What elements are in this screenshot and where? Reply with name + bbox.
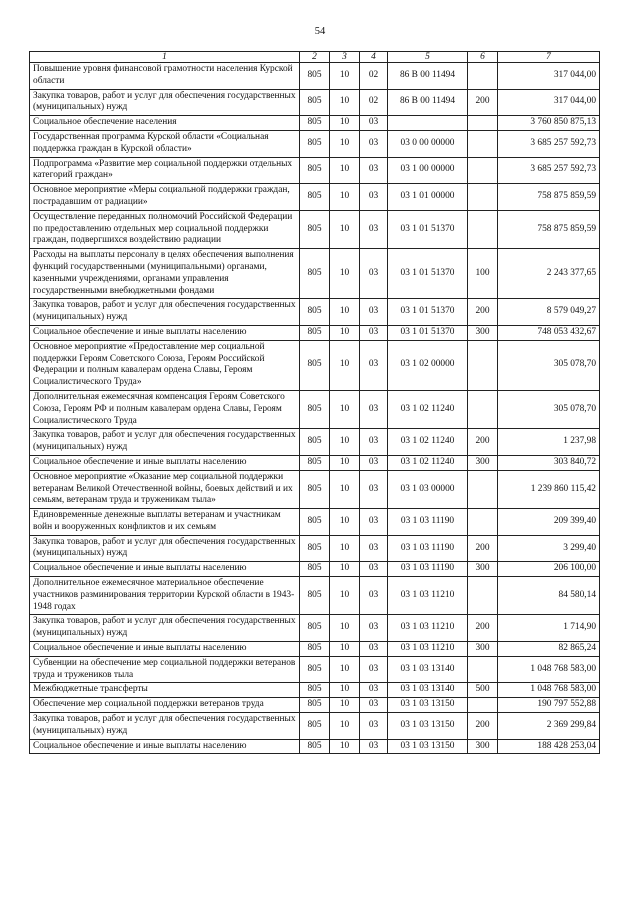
section-code-cell: 10 [330, 116, 360, 131]
target-article-cell: 03 1 03 11210 [388, 642, 468, 657]
subsection-code-cell: 03 [360, 249, 388, 299]
target-article-cell: 03 1 03 11210 [388, 615, 468, 642]
expense-name-cell: Закупка товаров, работ и услуг для обеспечения государственных (муниципальных) нужд [30, 299, 300, 326]
ministry-code-cell: 805 [300, 455, 330, 470]
column-header: 2 [300, 52, 330, 63]
ministry-code-cell: 805 [300, 509, 330, 536]
expense-type-cell: 300 [468, 562, 498, 577]
subsection-code-cell: 03 [360, 390, 388, 428]
section-code-cell: 10 [330, 562, 360, 577]
target-article-cell: 86 В 00 11494 [388, 89, 468, 116]
section-code-cell: 10 [330, 249, 360, 299]
table-row [30, 63, 600, 90]
amount-cell: 2 243 377,65 [498, 249, 600, 299]
table-row [30, 130, 600, 157]
subsection-code-cell: 03 [360, 429, 388, 456]
expense-name-cell: Основное мероприятие «Предоставление мер социальной поддержки Героям Советского Союза, Героям Российской Федерации и полным кавалерам ордена Славы, Героям Социалистического Труда» [30, 340, 300, 390]
expense-name-cell: Основное мероприятие «Оказание мер социальной поддержки ветеранам Великой Отечественной войны, боевых действий и их семьям, ветеранам труда и труженикам тыла» [30, 470, 300, 508]
section-code-cell: 10 [330, 509, 360, 536]
target-article-cell: 03 1 03 13140 [388, 656, 468, 683]
ministry-code-cell: 805 [300, 210, 330, 248]
expense-name-cell: Социальное обеспечение и иные выплаты населению [30, 325, 300, 340]
subsection-code-cell: 03 [360, 455, 388, 470]
expense-name-cell: Субвенции на обеспечение мер социальной поддержки ветеранов труда и тружеников тыла [30, 656, 300, 683]
expense-name-cell: Обеспечение мер социальной поддержки ветеранов труда [30, 698, 300, 713]
expense-type-cell [468, 63, 498, 90]
section-code-cell: 10 [330, 739, 360, 754]
ministry-code-cell: 805 [300, 299, 330, 326]
target-article-cell: 03 0 00 00000 [388, 130, 468, 157]
ministry-code-cell: 805 [300, 615, 330, 642]
target-article-cell: 03 1 03 11210 [388, 577, 468, 615]
ministry-code-cell: 805 [300, 116, 330, 131]
amount-cell: 1 048 768 583,00 [498, 683, 600, 698]
column-header: 5 [388, 52, 468, 63]
ministry-code-cell: 805 [300, 249, 330, 299]
target-article-cell: 03 1 03 00000 [388, 470, 468, 508]
amount-cell: 1 714,90 [498, 615, 600, 642]
target-article-cell: 03 1 01 51370 [388, 299, 468, 326]
section-code-cell: 10 [330, 157, 360, 184]
ministry-code-cell: 805 [300, 535, 330, 562]
amount-cell: 3 299,40 [498, 535, 600, 562]
expense-name-cell: Расходы на выплаты персоналу в целях обеспечения выполнения функций государственными (муниципальными) органами, казенными учреждениями, органами управления государственными внебюджетными фондами [30, 249, 300, 299]
column-header: 4 [360, 52, 388, 63]
amount-cell: 1 239 860 115,42 [498, 470, 600, 508]
amount-cell: 8 579 049,27 [498, 299, 600, 326]
target-article-cell: 03 1 01 51370 [388, 325, 468, 340]
expense-type-cell: 300 [468, 642, 498, 657]
budget-table-body [30, 52, 600, 754]
ministry-code-cell: 805 [300, 63, 330, 90]
expense-type-cell: 200 [468, 299, 498, 326]
expense-type-cell [468, 340, 498, 390]
target-article-cell: 03 1 01 00000 [388, 184, 468, 211]
table-row [30, 642, 600, 657]
expense-type-cell [468, 656, 498, 683]
expense-name-cell: Социальное обеспечение и иные выплаты населению [30, 739, 300, 754]
table-row [30, 470, 600, 508]
section-code-cell: 10 [330, 656, 360, 683]
expense-name-cell: Единовременные денежные выплаты ветеранам и участникам войн и вооруженных конфликтов и их семьям [30, 509, 300, 536]
expense-type-cell [468, 509, 498, 536]
section-code-cell: 10 [330, 299, 360, 326]
table-row [30, 429, 600, 456]
ministry-code-cell: 805 [300, 562, 330, 577]
target-article-cell: 03 1 02 11240 [388, 429, 468, 456]
subsection-code-cell: 03 [360, 340, 388, 390]
target-article-cell [388, 116, 468, 131]
subsection-code-cell: 03 [360, 470, 388, 508]
subsection-code-cell: 03 [360, 157, 388, 184]
expense-name-cell: Закупка товаров, работ и услуг для обеспечения государственных (муниципальных) нужд [30, 713, 300, 740]
table-row [30, 683, 600, 698]
target-article-cell: 03 1 02 11240 [388, 455, 468, 470]
expense-type-cell [468, 130, 498, 157]
section-code-cell: 10 [330, 325, 360, 340]
table-row [30, 116, 600, 131]
ministry-code-cell: 805 [300, 429, 330, 456]
amount-cell: 317 044,00 [498, 89, 600, 116]
expense-name-cell: Закупка товаров, работ и услуг для обеспечения государственных (муниципальных) нужд [30, 535, 300, 562]
ministry-code-cell: 805 [300, 470, 330, 508]
subsection-code-cell: 03 [360, 535, 388, 562]
section-code-cell: 10 [330, 63, 360, 90]
target-article-cell: 03 1 03 11190 [388, 509, 468, 536]
ministry-code-cell: 805 [300, 157, 330, 184]
amount-cell: 758 875 859,59 [498, 210, 600, 248]
subsection-code-cell: 03 [360, 562, 388, 577]
target-article-cell: 03 1 03 13150 [388, 713, 468, 740]
expense-name-cell: Социальное обеспечение и иные выплаты населению [30, 562, 300, 577]
expense-name-cell: Осуществление переданных полномочий Российской Федерации по предоставлению отдельных мер социальной поддержки граждан, подвергшихся воздействию радиации [30, 210, 300, 248]
column-header: 1 [30, 52, 300, 63]
table-row [30, 340, 600, 390]
column-header: 6 [468, 52, 498, 63]
table-row [30, 615, 600, 642]
section-code-cell: 10 [330, 535, 360, 562]
subsection-code-cell: 03 [360, 615, 388, 642]
amount-cell: 2 369 299,84 [498, 713, 600, 740]
expense-name-cell: Закупка товаров, работ и услуг для обеспечения государственных (муниципальных) нужд [30, 429, 300, 456]
expense-name-cell: Закупка товаров, работ и услуг для обеспечения государственных (муниципальных) нужд [30, 615, 300, 642]
subsection-code-cell: 03 [360, 299, 388, 326]
subsection-code-cell: 03 [360, 577, 388, 615]
ministry-code-cell: 805 [300, 739, 330, 754]
ministry-code-cell: 805 [300, 683, 330, 698]
expense-name-cell: Основное мероприятие «Меры социальной поддержки граждан, пострадавшим от радиации» [30, 184, 300, 211]
section-code-cell: 10 [330, 210, 360, 248]
section-code-cell: 10 [330, 184, 360, 211]
amount-cell: 84 580,14 [498, 577, 600, 615]
expense-name-cell: Социальное обеспечение и иные выплаты населению [30, 455, 300, 470]
table-row [30, 184, 600, 211]
table-row [30, 210, 600, 248]
amount-cell: 82 865,24 [498, 642, 600, 657]
expense-type-cell [468, 157, 498, 184]
ministry-code-cell: 805 [300, 698, 330, 713]
ministry-code-cell: 805 [300, 656, 330, 683]
table-row [30, 390, 600, 428]
table-row [30, 535, 600, 562]
page-number: 54 [314, 26, 326, 37]
section-code-cell: 10 [330, 455, 360, 470]
amount-cell: 190 797 552,88 [498, 698, 600, 713]
section-code-cell: 10 [330, 615, 360, 642]
expense-type-cell: 200 [468, 429, 498, 456]
expense-type-cell [468, 210, 498, 248]
target-article-cell: 03 1 01 51370 [388, 249, 468, 299]
subsection-code-cell: 03 [360, 325, 388, 340]
target-article-cell: 03 1 02 11240 [388, 390, 468, 428]
table-row [30, 455, 600, 470]
amount-cell: 3 760 850 875,13 [498, 116, 600, 131]
column-header: 7 [498, 52, 600, 63]
table-row [30, 577, 600, 615]
subsection-code-cell: 03 [360, 656, 388, 683]
ministry-code-cell: 805 [300, 577, 330, 615]
amount-cell: 206 100,00 [498, 562, 600, 577]
budget-table [29, 51, 600, 754]
expense-type-cell [468, 577, 498, 615]
target-article-cell: 03 1 02 00000 [388, 340, 468, 390]
expense-type-cell [468, 116, 498, 131]
target-article-cell: 03 1 03 11190 [388, 535, 468, 562]
amount-cell: 3 685 257 592,73 [498, 130, 600, 157]
section-code-cell: 10 [330, 429, 360, 456]
expense-type-cell [468, 184, 498, 211]
expense-name-cell: Социальное обеспечение населения [30, 116, 300, 131]
subsection-code-cell: 03 [360, 642, 388, 657]
amount-cell: 748 053 432,67 [498, 325, 600, 340]
expense-name-cell: Межбюджетные трансферты [30, 683, 300, 698]
expense-name-cell: Социальное обеспечение и иные выплаты населению [30, 642, 300, 657]
column-header: 3 [330, 52, 360, 63]
expense-type-cell: 200 [468, 713, 498, 740]
table-row [30, 299, 600, 326]
expense-type-cell: 500 [468, 683, 498, 698]
subsection-code-cell: 02 [360, 89, 388, 116]
amount-cell: 1 237,98 [498, 429, 600, 456]
target-article-cell: 03 1 03 13140 [388, 683, 468, 698]
ministry-code-cell: 805 [300, 130, 330, 157]
table-row [30, 509, 600, 536]
target-article-cell: 03 1 00 00000 [388, 157, 468, 184]
target-article-cell: 86 В 00 11494 [388, 63, 468, 90]
section-code-cell: 10 [330, 130, 360, 157]
expense-name-cell: Закупка товаров, работ и услуг для обеспечения государственных (муниципальных) нужд [30, 89, 300, 116]
ministry-code-cell: 805 [300, 642, 330, 657]
section-code-cell: 10 [330, 698, 360, 713]
table-row [30, 656, 600, 683]
target-article-cell: 03 1 03 11190 [388, 562, 468, 577]
expense-type-cell: 200 [468, 89, 498, 116]
expense-type-cell: 200 [468, 615, 498, 642]
ministry-code-cell: 805 [300, 713, 330, 740]
expense-type-cell [468, 698, 498, 713]
expense-type-cell: 300 [468, 455, 498, 470]
table-row [30, 562, 600, 577]
expense-type-cell [468, 390, 498, 428]
subsection-code-cell: 03 [360, 130, 388, 157]
amount-cell: 758 875 859,59 [498, 184, 600, 211]
subsection-code-cell: 03 [360, 116, 388, 131]
subsection-code-cell: 03 [360, 210, 388, 248]
table-row [30, 249, 600, 299]
amount-cell: 209 399,40 [498, 509, 600, 536]
amount-cell: 1 048 768 583,00 [498, 656, 600, 683]
ministry-code-cell: 805 [300, 390, 330, 428]
expense-name-cell: Подпрограмма «Развитие мер социальной поддержки отдельных категорий граждан» [30, 157, 300, 184]
ministry-code-cell: 805 [300, 340, 330, 390]
table-row [30, 713, 600, 740]
table-row [30, 739, 600, 754]
subsection-code-cell: 03 [360, 713, 388, 740]
table-row [30, 698, 600, 713]
ministry-code-cell: 805 [300, 184, 330, 211]
ministry-code-cell: 805 [300, 325, 330, 340]
amount-cell: 188 428 253,04 [498, 739, 600, 754]
subsection-code-cell: 03 [360, 683, 388, 698]
target-article-cell: 03 1 03 13150 [388, 698, 468, 713]
section-code-cell: 10 [330, 713, 360, 740]
amount-cell: 3 685 257 592,73 [498, 157, 600, 184]
expense-type-cell: 300 [468, 325, 498, 340]
subsection-code-cell: 03 [360, 509, 388, 536]
amount-cell: 305 078,70 [498, 390, 600, 428]
section-code-cell: 10 [330, 89, 360, 116]
expense-name-cell: Дополнительное ежемесячное материальное обеспечение участников разминирования территории Курской области в 1943-1948 годах [30, 577, 300, 615]
expense-type-cell: 100 [468, 249, 498, 299]
section-code-cell: 10 [330, 470, 360, 508]
ministry-code-cell: 805 [300, 89, 330, 116]
section-code-cell: 10 [330, 340, 360, 390]
amount-cell: 303 840,72 [498, 455, 600, 470]
table-row [30, 325, 600, 340]
section-code-cell: 10 [330, 642, 360, 657]
table-row [30, 89, 600, 116]
subsection-code-cell: 03 [360, 739, 388, 754]
subsection-code-cell: 02 [360, 63, 388, 90]
expense-type-cell [468, 470, 498, 508]
expense-name-cell: Дополнительная ежемесячная компенсация Героям Советского Союза, Героям РФ и полным кавалерам ордена Славы, Героям Социалистического Труда [30, 390, 300, 428]
subsection-code-cell: 03 [360, 698, 388, 713]
target-article-cell: 03 1 03 13150 [388, 739, 468, 754]
table-header-row [30, 52, 600, 63]
amount-cell: 317 044,00 [498, 63, 600, 90]
expense-type-cell: 200 [468, 535, 498, 562]
target-article-cell: 03 1 01 51370 [388, 210, 468, 248]
expense-type-cell: 300 [468, 739, 498, 754]
subsection-code-cell: 03 [360, 184, 388, 211]
table-row [30, 157, 600, 184]
expense-name-cell: Государственная программа Курской области «Социальная поддержка граждан в Курской области» [30, 130, 300, 157]
section-code-cell: 10 [330, 390, 360, 428]
amount-cell: 305 078,70 [498, 340, 600, 390]
section-code-cell: 10 [330, 683, 360, 698]
expense-name-cell: Повышение уровня финансовой грамотности населения Курской области [30, 63, 300, 90]
section-code-cell: 10 [330, 577, 360, 615]
